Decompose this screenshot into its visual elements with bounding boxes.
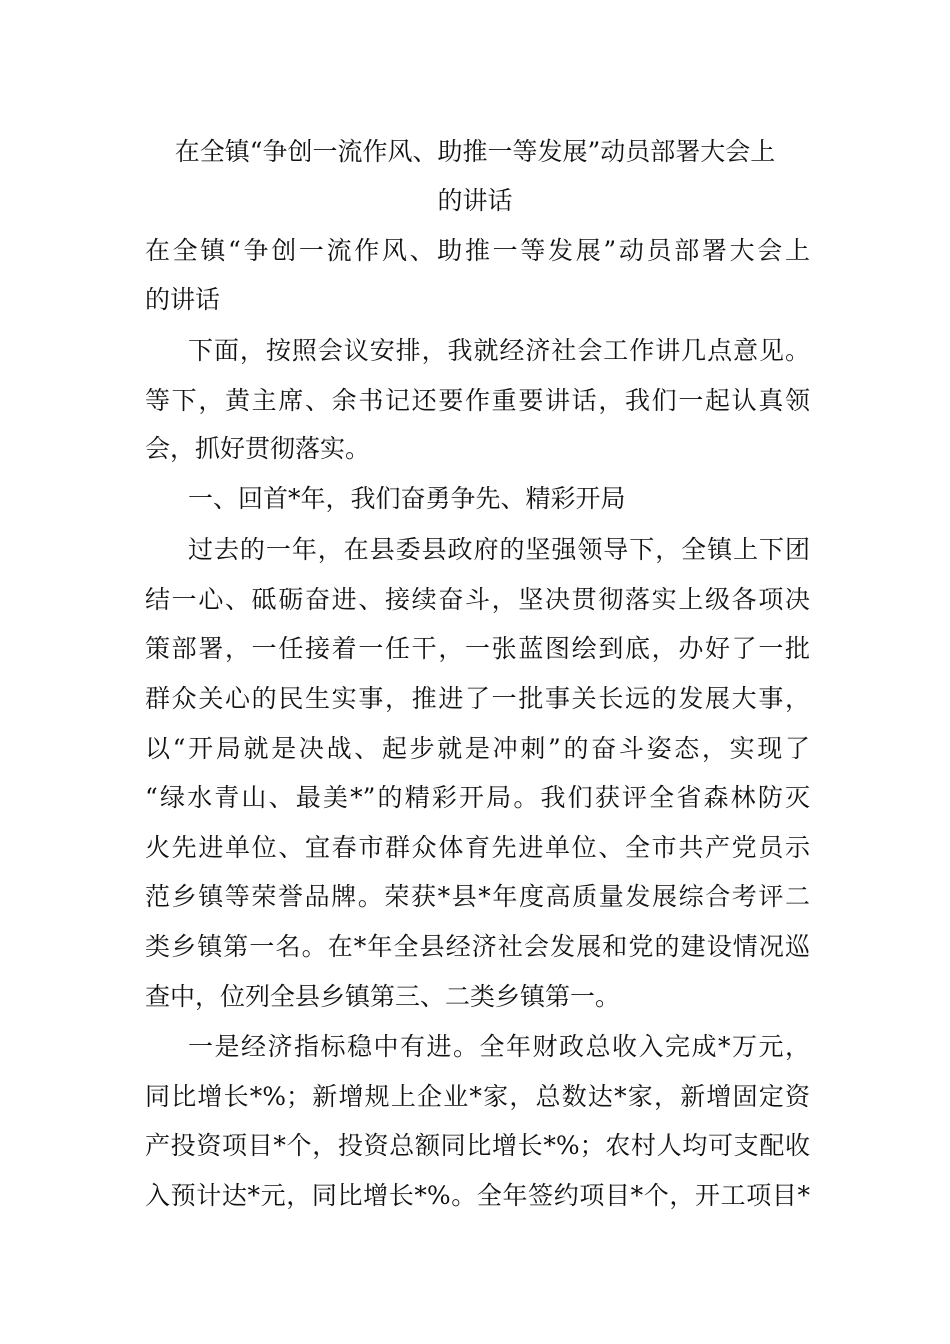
body-line: 一是经济指标稳中有进。全年财政总收入完成*万元， bbox=[188, 1032, 810, 1061]
body-line: 以“开局就是决战、起步就是冲刺”的奋斗姿态，实现了 bbox=[145, 734, 810, 763]
body-line: 等下，黄主席、余书记还要作重要讲话，我们一起认真领 bbox=[145, 386, 810, 415]
body-line: 查中，位列全县乡镇第三、二类乡镇第一。 bbox=[145, 982, 621, 1011]
body-line: 产投资项目*个，投资总额同比增长*%；农村人均可支配收 bbox=[145, 1131, 810, 1160]
body-line: 结一心、砥砺奋进、接续奋斗，坚决贯彻落实上级各项决 bbox=[145, 585, 810, 614]
body-line: 会，抓好贯彻落实。 bbox=[145, 434, 371, 463]
subtitle-line-2: 的讲话 bbox=[145, 285, 221, 314]
body-line: “绿水青山、最美*”的精彩开局。我们获评全省森林防灭 bbox=[145, 783, 810, 812]
document-title-line-2: 的讲话 bbox=[437, 186, 513, 215]
body-line: 火先进单位、宜春市群众体育先进单位、全市共产党员示 bbox=[145, 833, 810, 862]
body-line: 下面，按照会议安排，我就经济社会工作讲几点意见。 bbox=[188, 336, 810, 365]
body-line: 群众关心的民生实事，推进了一批事关长远的发展大事， bbox=[145, 684, 810, 713]
body-line: 过去的一年，在县委县政府的坚强领导下，全镇上下团 bbox=[188, 535, 810, 564]
body-line: 策部署，一任接着一任干，一张蓝图绘到底，办好了一批 bbox=[145, 634, 810, 663]
subtitle-line-1: 在全镇“争创一流作风、助推一等发展”动员部署大会上 bbox=[145, 236, 810, 265]
body-line: 范乡镇等荣誉品牌。荣获*县*年度高质量发展综合考评二 bbox=[145, 882, 810, 911]
document-title-line-1: 在全镇“争创一流作风、助推一等发展”动员部署大会上 bbox=[174, 137, 776, 166]
section-heading: 一、回首*年，我们奋勇争先、精彩开局 bbox=[188, 484, 626, 513]
body-line: 类乡镇第一名。在*年全县经济社会发展和党的建设情况巡 bbox=[145, 932, 810, 961]
body-line: 入预计达*元，同比增长*%。全年签约项目*个，开工项目* bbox=[145, 1181, 810, 1210]
body-line: 同比增长*%；新增规上企业*家，总数达*家，新增固定资 bbox=[145, 1082, 810, 1111]
